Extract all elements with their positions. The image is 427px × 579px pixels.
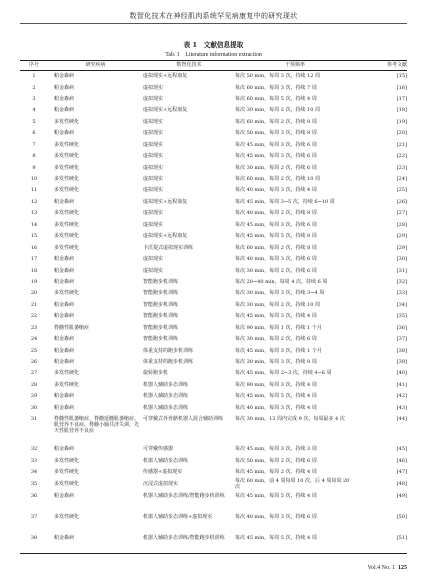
row-frequency: 每次 30 min，每周 2 次，持续 10 周 xyxy=(235,301,321,308)
row-index: 12 xyxy=(30,198,38,205)
table-row xyxy=(20,299,407,310)
row-reference: [20] xyxy=(396,130,407,137)
row-frequency: 每次 20~40 min，每周 4 次，持续 6 周 xyxy=(235,278,328,285)
row-frequency: 每次 45 min，每周 5 次，持续 4 周 xyxy=(235,533,355,554)
table-row xyxy=(20,185,407,196)
row-disease: 帕金森病 xyxy=(54,347,75,354)
row-index: 25 xyxy=(30,347,38,354)
table-row xyxy=(20,276,407,287)
row-disease: 帕金森病 xyxy=(54,313,75,320)
row-frequency: 每次 40 min，每周 3 次，持续 4 周 xyxy=(235,404,317,411)
table-row xyxy=(20,196,407,207)
row-reference: [33] xyxy=(396,290,407,297)
row-frequency: 每次 45 min，每周 3 次，持续 6 周 xyxy=(235,221,317,228)
row-reference: [43] xyxy=(396,404,407,411)
table-row xyxy=(20,288,407,299)
row-disease: 多发性硬化 xyxy=(54,244,80,251)
row-index: 2 xyxy=(32,84,36,91)
row-index: 28 xyxy=(30,381,38,388)
row-index: 32 xyxy=(30,446,38,453)
row-frequency: 每次 45 min，每周 2 次，持续 4 周 xyxy=(235,469,317,476)
row-frequency: 每次 30 min，每周 3 次，持续 8 周 xyxy=(235,359,317,365)
row-disease: 多发性硬化 xyxy=(54,370,80,377)
row-disease: 多发性硬化 xyxy=(54,118,80,125)
row-technology: 智能跑步机训练 xyxy=(143,290,179,297)
row-technology: 虚拟现实 xyxy=(143,141,164,148)
row-reference: [42] xyxy=(396,393,407,400)
row-technology: 虚拟现实+远程康复 xyxy=(143,198,188,205)
row-index: 7 xyxy=(32,141,36,148)
table-row xyxy=(20,231,407,242)
header-rule xyxy=(20,23,407,24)
row-frequency: 每次 45 min，每周 3 次，持续 3 周 xyxy=(235,446,317,453)
row-disease: 多发性硬化 xyxy=(54,457,80,464)
row-reference: [34] xyxy=(396,301,407,308)
row-index: 6 xyxy=(32,130,36,137)
row-disease: 帕金森病 xyxy=(54,446,75,453)
row-index: 4 xyxy=(32,107,36,114)
row-frequency: 每次 40 min，每周 3 次，持续 6 周 xyxy=(235,256,317,263)
row-index: 23 xyxy=(30,324,38,331)
row-index: 18 xyxy=(30,267,38,274)
row-technology: 虚拟现实+远程康复 xyxy=(143,107,188,114)
row-reference: [35] xyxy=(396,313,407,320)
row-frequency: 每次 30 min，13 周内完成 9 次，每周最多 4 次 xyxy=(235,415,345,422)
row-index: 34 xyxy=(30,469,38,476)
table-row xyxy=(20,71,407,82)
table-row xyxy=(20,128,407,139)
row-reference: [47] xyxy=(396,469,407,476)
row-technology: 虚拟现实 xyxy=(143,187,164,194)
row-reference: [19] xyxy=(396,118,407,125)
row-technology: 虚拟现实+远程康复 xyxy=(143,73,188,80)
row-disease: 帕金森病 xyxy=(54,301,75,308)
row-frequency: 每次 30 min，每周 2 次，持续 6 周 xyxy=(235,164,317,171)
row-reference: [18] xyxy=(396,107,407,114)
row-disease: 多发性硬化 xyxy=(54,381,80,388)
table-row xyxy=(20,345,407,356)
page-folio xyxy=(367,565,407,571)
col-header-technology: 数智化技术 xyxy=(143,61,235,71)
row-frequency: 每次 30 min，每周 2 次，持续 10 周 xyxy=(235,107,321,114)
table-row xyxy=(20,414,407,444)
row-frequency: 每次 60 min，每周 3 次，持续 7 周 xyxy=(235,84,317,91)
row-technology: 虚拟现实 xyxy=(143,95,164,102)
row-frequency: 每次 40 min，每周 3 次，持续 4 周 xyxy=(235,187,317,194)
row-frequency: 每次 45 min，每周 3~5 次，持续 6~10 周 xyxy=(235,198,335,205)
row-technology: 智能跑步机训练 xyxy=(143,324,179,331)
row-reference: [23] xyxy=(396,164,407,171)
row-technology: 可穿戴式外骨骼机器人混合辅助训练 xyxy=(143,415,224,422)
row-index: 5 xyxy=(32,118,36,125)
row-disease: 帕金森病 xyxy=(54,256,75,263)
row-index: 24 xyxy=(30,336,38,343)
table-row xyxy=(20,478,407,491)
row-index: 8 xyxy=(32,153,36,160)
row-frequency: 每次 60 min，前 4 周每周 10 次，后 4 周每周 20 次 xyxy=(235,477,350,491)
row-disease: 帕金森病 xyxy=(54,198,75,205)
table-row xyxy=(20,322,407,333)
row-reference: [38] xyxy=(396,347,407,354)
table-row xyxy=(20,208,407,219)
row-reference: [37] xyxy=(396,336,407,343)
row-reference: [48] xyxy=(396,481,407,488)
row-disease: 多发性硬化 xyxy=(54,221,80,228)
table-row xyxy=(20,467,407,478)
row-frequency: 每次 60 min，每周 2 次，持续 10 周 xyxy=(235,176,321,182)
row-reference: [41] xyxy=(396,381,407,388)
row-disease: 帕金森病 xyxy=(54,107,75,114)
row-disease: 帕金森病 xyxy=(48,533,143,554)
row-reference: [16] xyxy=(396,84,407,91)
table-row xyxy=(20,491,407,512)
table-row xyxy=(20,334,407,345)
row-technology: 体重支持的跑步机训练 xyxy=(143,347,194,354)
row-index: 36 xyxy=(30,492,38,499)
row-reference: [32] xyxy=(396,278,407,285)
row-technology: 智能跑步机训练 xyxy=(143,336,179,343)
row-index: 1 xyxy=(32,73,36,80)
row-technology: 虚拟现实 xyxy=(143,221,164,228)
row-reference: [25] xyxy=(396,187,407,194)
row-reference: [22] xyxy=(396,153,407,160)
table-row xyxy=(20,455,407,466)
row-reference: [40] xyxy=(396,370,407,377)
col-header-reference: 参考文献 xyxy=(355,61,407,71)
literature-table xyxy=(20,60,407,554)
row-reference: [31] xyxy=(396,267,407,274)
row-technology: 智能跑步机训练 xyxy=(143,313,179,320)
row-disease: 帕金森病 xyxy=(54,336,75,343)
row-technology: 虚拟现实 xyxy=(143,256,164,263)
col-header-disease: 研究疾病 xyxy=(48,61,143,71)
row-index: 22 xyxy=(30,313,38,320)
row-index: 30 xyxy=(30,404,38,411)
row-technology: 虚拟现实 xyxy=(143,164,164,171)
row-index: 3 xyxy=(32,95,36,102)
row-disease: 帕金森病 xyxy=(54,278,75,285)
table-row xyxy=(20,265,407,276)
row-index: 13 xyxy=(30,210,38,217)
row-reference: [17] xyxy=(396,95,407,102)
row-reference: [36] xyxy=(396,324,407,331)
row-disease: 多发性硬化 xyxy=(54,513,80,520)
row-frequency: 每次 30 min，每周 2 次，持续 6 周 xyxy=(235,336,317,343)
table-row xyxy=(20,254,407,265)
row-technology: 旋转跑步机 xyxy=(143,370,169,377)
row-technology: 机器人辅助步态训练 xyxy=(143,404,189,411)
row-reference: [30] xyxy=(396,256,407,263)
row-technology: 沉浸式虚拟现实 xyxy=(143,481,179,488)
row-disease: 多发性硬化 xyxy=(54,176,80,182)
row-disease: 多发性硬化 xyxy=(54,481,80,488)
table-caption-cn: 表 1 文献信息提取 xyxy=(183,41,244,49)
row-index: 9 xyxy=(32,164,36,171)
row-disease: 帕金森病 xyxy=(54,492,75,499)
table-row xyxy=(20,512,407,533)
row-technology: 机器人辅助步态训练+虚拟现实 xyxy=(143,513,213,520)
row-disease: 帕金森病 xyxy=(54,84,75,91)
table-row xyxy=(20,162,407,173)
row-disease: 多发性硬化 xyxy=(54,187,80,194)
row-frequency: 每次 60 min，每周 2 次，持续 8 周 xyxy=(235,244,317,251)
row-technology: 机器人辅助步态训练 xyxy=(143,381,189,388)
row-disease: 帕金森病 xyxy=(54,404,75,411)
row-reference: [45] xyxy=(396,446,407,453)
row-frequency: 每次 60 min，每周 5 次，持续 4 周 xyxy=(235,95,317,102)
row-disease: 帕金森病 xyxy=(54,359,75,365)
row-reference: [44] xyxy=(396,415,407,422)
row-technology: 智能跑步机训练 xyxy=(143,278,179,285)
row-technology: 虚拟现实 xyxy=(143,84,164,91)
table-row xyxy=(20,379,407,390)
row-technology: 虚拟现实 xyxy=(143,130,164,137)
row-technology: 虚拟现实 xyxy=(143,176,164,182)
row-frequency: 每次 30 min，每周 2 次，持续 6 周 xyxy=(235,267,317,274)
table-header-row xyxy=(20,61,407,71)
row-index: 31 xyxy=(30,415,38,422)
row-frequency: 每次 50 min，每周 3 次，持续 12 周 xyxy=(235,73,321,80)
running-head: 数智化技术在神经肌肉系统罕见病康复中的研究现状 xyxy=(129,12,298,20)
table-row xyxy=(20,151,407,162)
table-row xyxy=(20,533,407,554)
row-index: 14 xyxy=(30,221,38,228)
row-index: 21 xyxy=(30,301,38,308)
col-header-frequency: 干预频率 xyxy=(235,61,355,71)
row-technology: 机器人辅助步态训练/智能跑步机训练 xyxy=(143,492,225,499)
row-index: 19 xyxy=(30,278,38,285)
row-index: 10 xyxy=(30,176,38,182)
row-reference: [49] xyxy=(396,492,407,499)
row-reference: [15] xyxy=(396,73,407,80)
row-reference: [26] xyxy=(396,198,407,205)
row-index: 35 xyxy=(30,481,38,488)
row-disease: 帕金森病 xyxy=(54,95,75,102)
row-reference: [29] xyxy=(396,244,407,251)
table-row xyxy=(20,356,407,367)
row-index: 11 xyxy=(30,187,38,194)
row-technology: 体重支持的跑步机训练 xyxy=(143,359,194,365)
row-disease: 帕金森病 xyxy=(54,393,75,400)
row-technology: 虚拟现实 xyxy=(143,267,164,274)
row-index: 20 xyxy=(30,290,38,297)
row-disease: 帕金森病 xyxy=(54,267,75,274)
table-row xyxy=(20,139,407,150)
table-row xyxy=(20,219,407,230)
row-index: 26 xyxy=(30,359,38,365)
row-index: 15 xyxy=(30,233,38,240)
row-frequency: 每次 90 min，每周 1 次，持续 1 个月 xyxy=(235,324,322,331)
row-disease: 多发性硬化 xyxy=(54,290,80,297)
row-technology: 机器人辅助步态训练 xyxy=(143,393,189,400)
row-frequency: 每次 45 min，每周 2~3 次，持续 4~6 周 xyxy=(235,370,332,377)
row-index: 17 xyxy=(30,256,38,263)
row-reference: [51] xyxy=(355,533,407,554)
row-frequency: 每次 45 min，每周 3 次，持续 4 周 xyxy=(235,313,317,320)
row-frequency: 每次 50 min，每周 3 次，持续 8 周 xyxy=(235,130,317,137)
row-index: 27 xyxy=(30,370,38,377)
row-disease: 多发性硬化 xyxy=(54,153,80,160)
row-technology: 机器人辅助步态训练/智能跑步机训练 xyxy=(143,533,235,554)
row-index: 37 xyxy=(30,513,38,520)
row-frequency: 每次 45 min，每周 3 次，持续 6 周 xyxy=(235,141,317,148)
row-reference: [50] xyxy=(396,513,407,520)
row-index: 33 xyxy=(30,457,38,464)
row-disease: 帕金森病 xyxy=(54,73,75,80)
row-frequency: 每次 45 min，每周 5 次，持续 4 周 xyxy=(235,393,317,400)
row-disease: 多发性硬化 xyxy=(54,164,80,171)
row-reference: [46] xyxy=(396,457,407,464)
row-technology: 虚拟现实+远程康复 xyxy=(143,233,188,240)
row-frequency: 每次 45 min，每周 5 次，持续 4 周 xyxy=(235,492,317,499)
row-reference: [21] xyxy=(396,141,407,148)
row-frequency: 每次 50 min，每周 2 次，持续 6 周 xyxy=(235,457,317,464)
folio-volume: Vol.4 No. 1 xyxy=(367,565,395,571)
row-frequency: 每次 40 min，每周 3 次，持续 6 周 xyxy=(235,513,317,520)
row-disease: 脊髓性肌萎缩症 xyxy=(54,324,90,331)
row-reference: [28] xyxy=(396,221,407,228)
table-row xyxy=(20,368,407,379)
folio-page-number: 125 xyxy=(398,565,407,571)
row-frequency: 每次 60 min，每周 2 次，持续 8 周 xyxy=(235,118,317,125)
row-frequency: 每次 90 min，每周 3 次，持续 4 周 xyxy=(235,381,317,388)
table-row xyxy=(20,93,407,104)
table-row xyxy=(20,82,407,93)
row-disease: 多发性硬化 xyxy=(54,469,80,476)
row-frequency: 每次 45 min，每周 3 次，持续 1 个月 xyxy=(235,347,322,354)
table-row xyxy=(20,242,407,253)
table-body xyxy=(20,71,407,554)
row-technology: 虚拟现实 xyxy=(143,210,164,217)
row-disease: 帕金森病 xyxy=(54,130,75,137)
table-row xyxy=(20,116,407,127)
row-technology: 智能跑步机训练 xyxy=(143,301,179,308)
table-caption-en: Tab. 1 Literature information extraction xyxy=(165,52,262,58)
row-index: 29 xyxy=(30,393,38,400)
row-frequency: 每次 45 min，每周 3 次，持续 6 周 xyxy=(235,153,317,160)
row-disease: 脊髓性肌萎缩症、脊髓延髓肌萎缩症、肌营养不良症、脊髓小脑共济失调、先天性肌营养不良症 xyxy=(54,415,140,435)
row-reference: [27] xyxy=(396,210,407,217)
table-row xyxy=(20,391,407,402)
row-reference: [29] xyxy=(396,233,407,240)
row-frequency: 每次 30 min，每周 3 次，持续 3~4 周 xyxy=(235,290,325,297)
row-index: 38 xyxy=(20,533,48,554)
row-disease: 多发性硬化 xyxy=(54,233,80,240)
row-frequency: 每次 40 min，每周 2 次，持续 8 周 xyxy=(235,210,317,217)
table-row xyxy=(20,105,407,116)
row-frequency: 每次 45 min，每周 5 次，持续 8 周 xyxy=(235,233,317,240)
row-disease: 多发性硬化 xyxy=(54,210,80,217)
row-technology: 虚拟现实 xyxy=(143,153,164,160)
row-technology: 机器人辅助步态训练 xyxy=(143,457,189,464)
row-reference: [24] xyxy=(396,176,407,182)
table-row xyxy=(20,173,407,184)
table-row xyxy=(20,444,407,455)
row-technology: 虚拟现实 xyxy=(143,118,164,125)
row-reference: [39] xyxy=(396,359,407,365)
table-row xyxy=(20,311,407,322)
row-technology: 可穿戴传感器 xyxy=(143,446,174,453)
row-index: 16 xyxy=(30,244,38,251)
table-row xyxy=(20,402,407,413)
col-header-index: 序号 xyxy=(20,61,48,71)
row-technology: 卡沃提式虚拟现实训练 xyxy=(143,244,194,251)
row-disease: 多发性硬化 xyxy=(54,141,80,148)
row-technology: 传感器+虚拟现实 xyxy=(143,469,183,476)
